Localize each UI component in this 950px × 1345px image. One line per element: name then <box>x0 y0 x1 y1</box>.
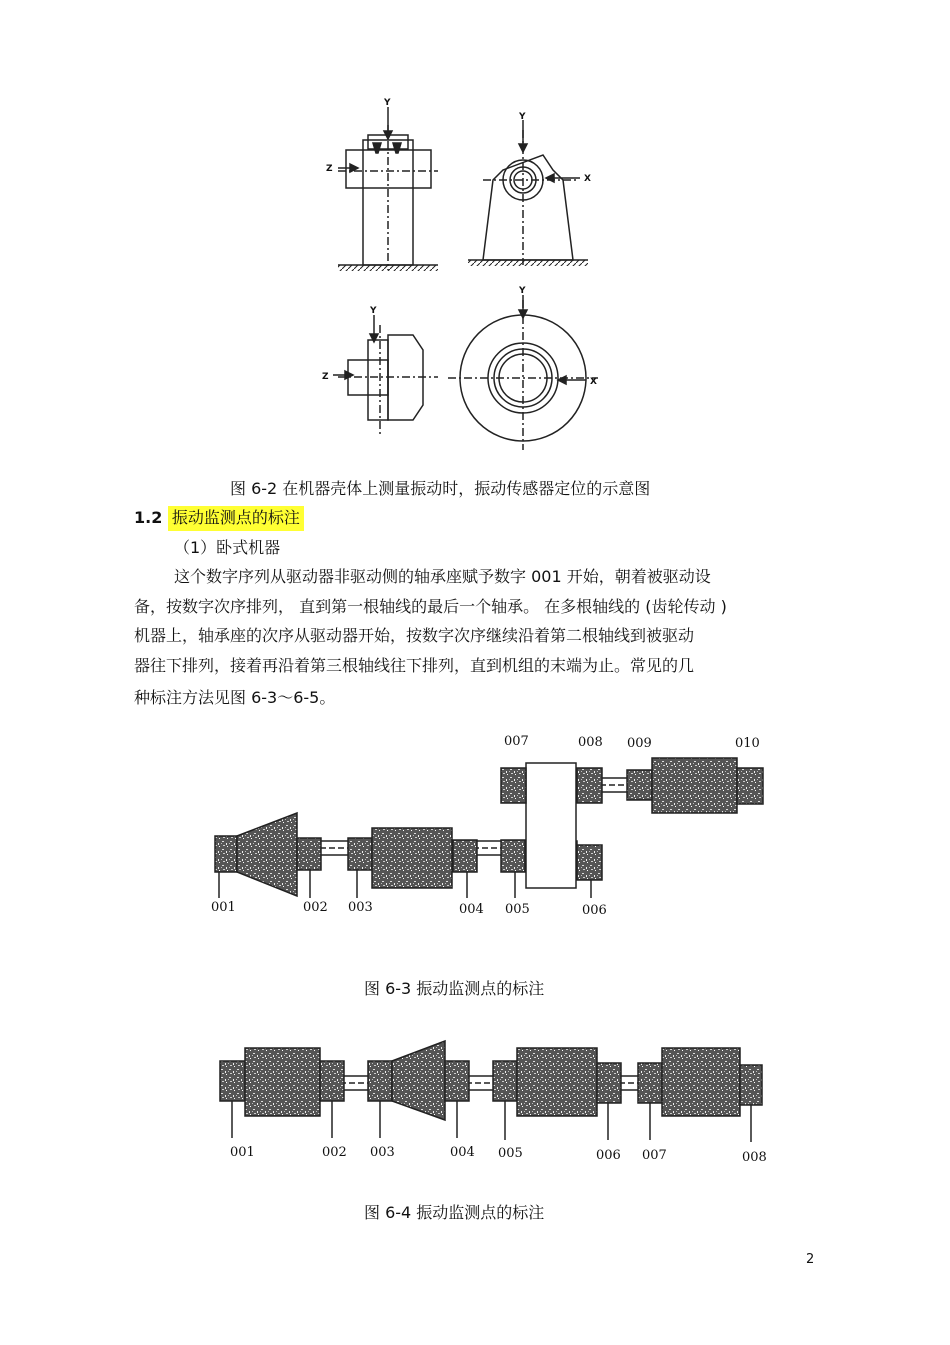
paragraph-line-3: 机器上，轴承座的次序从驱动器开始，按数字次序继续沿着第二根轴线到被驱动 <box>134 626 695 645</box>
label-6-3-007: 007 <box>504 734 529 749</box>
section-number: 1.2 <box>134 508 163 527</box>
label-6-4-008: 008 <box>742 1150 767 1165</box>
label-6-4-003: 003 <box>370 1145 395 1160</box>
axis-z-label-1: Z <box>326 164 333 174</box>
axis-z-label-3: Z <box>322 372 329 382</box>
label-6-4-004: 004 <box>450 1145 475 1160</box>
drive-train-6-4 <box>220 1041 762 1142</box>
label-6-3-009: 009 <box>627 736 652 751</box>
side-view-housing <box>338 107 438 271</box>
label-6-4-001: 001 <box>230 1145 255 1160</box>
figure-6-3-drawing <box>205 728 775 928</box>
label-6-4-007: 007 <box>642 1148 667 1163</box>
figure-6-4-drawing <box>212 1028 772 1168</box>
label-6-3-008: 008 <box>578 735 603 750</box>
label-6-3-004: 004 <box>459 902 484 917</box>
label-6-4-002: 002 <box>322 1145 347 1160</box>
paragraph-line-4: 器往下排列，接着再沿着第三根轴线往下排列，直到机组的末端为止。常见的几 <box>134 656 695 675</box>
drive-train-6-3 <box>215 758 763 898</box>
label-6-4-006: 006 <box>596 1148 621 1163</box>
label-6-3-001: 001 <box>211 900 236 915</box>
figure-6-3-caption: 图 6-3 振动监测点的标注 <box>364 979 545 998</box>
bearing-end-view <box>448 295 598 450</box>
axis-x-label-2: X <box>584 174 591 184</box>
section-title: 振动监测点的标注 <box>168 506 304 531</box>
label-6-3-006: 006 <box>582 903 607 918</box>
page-number: 2 <box>806 1252 815 1267</box>
paragraph-line-5: 种标注方法见图 6-3～6-5。 <box>134 688 336 707</box>
label-6-3-002: 002 <box>303 900 328 915</box>
label-6-4-005: 005 <box>498 1146 523 1161</box>
axis-y-label-1: Y <box>384 98 391 108</box>
label-6-3-005: 005 <box>505 902 530 917</box>
subsection-title: （1）卧式机器 <box>174 538 281 557</box>
figure-6-4-caption: 图 6-4 振动监测点的标注 <box>364 1203 545 1222</box>
axis-x-label-4: X <box>590 377 597 387</box>
label-6-3-010: 010 <box>735 736 760 751</box>
figure-6-2-caption: 图 6-2 在机器壳体上测量振动时，振动传感器定位的示意图 <box>230 479 651 498</box>
paragraph-line-1: 这个数字序列从驱动器非驱动侧的轴承座赋予数字 001 开始，朝着被驱动设 <box>174 567 711 586</box>
paragraph-line-2: 备，按数字次序排列， 直到第一根轴线的最后一个轴承。 在多根轴线的 (齿轮传动 ) <box>134 597 727 616</box>
label-6-3-003: 003 <box>348 900 373 915</box>
axis-y-label-4: Y <box>519 286 526 296</box>
section-heading <box>134 505 304 528</box>
pillow-block-front-view <box>468 120 588 266</box>
axis-y-label-2: Y <box>519 112 526 122</box>
figure-6-2-drawing <box>318 95 638 455</box>
flange-side-view <box>333 315 438 435</box>
axis-y-label-3: Y <box>370 306 377 316</box>
